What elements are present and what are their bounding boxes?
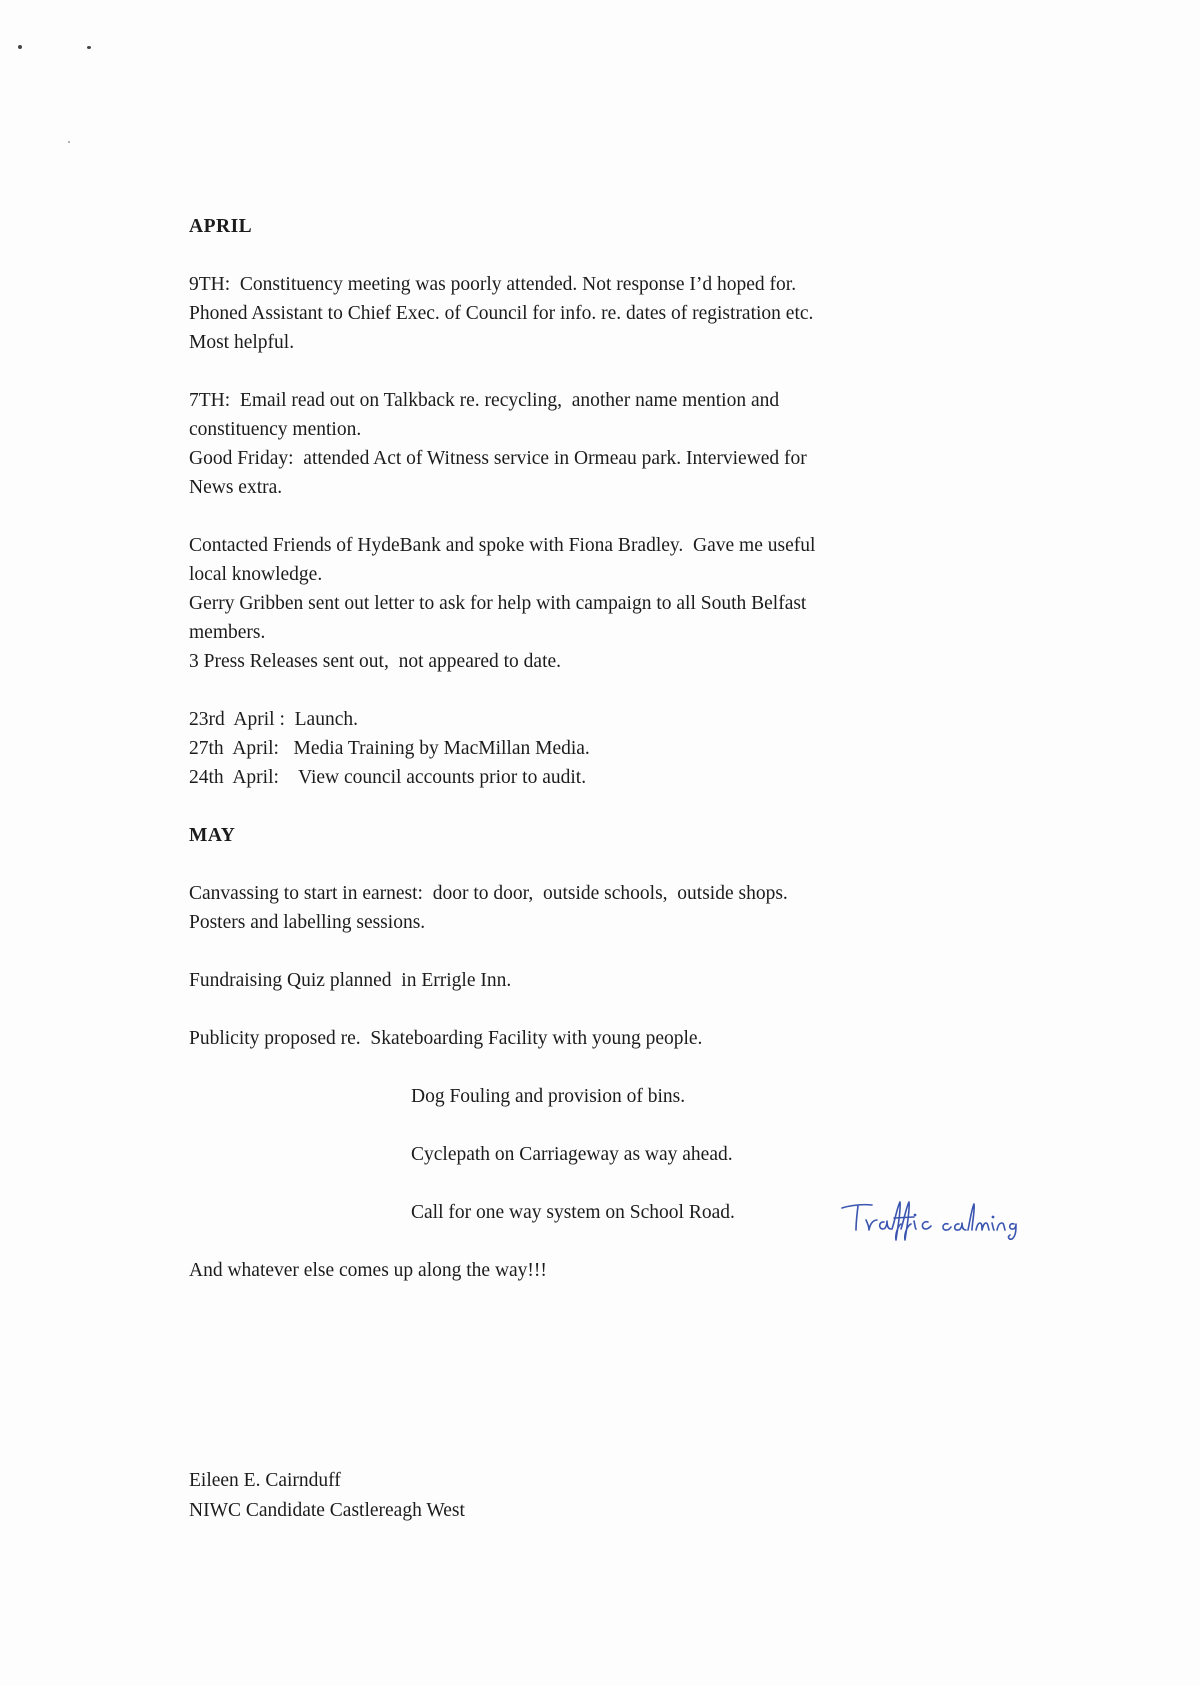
text-line: And whatever else comes up along the way!!! xyxy=(189,1260,547,1281)
text-line: members. xyxy=(189,622,266,643)
date-entry: 27th April: Media Training by MacMillan Media. xyxy=(189,738,590,759)
signature-block xyxy=(189,1466,465,1526)
publicity-item xyxy=(411,1140,1009,1169)
april-dates-list xyxy=(189,705,1009,792)
text-line: Contacted Friends of HydeBank and spoke with Fiona Bradley. Gave me useful xyxy=(189,535,816,556)
scan-speck xyxy=(18,45,22,49)
text-line: Gerry Gribben sent out letter to ask for help with campaign to all South Belfast xyxy=(189,593,807,614)
text-line: News extra. xyxy=(189,477,283,498)
may-paragraph-1 xyxy=(189,879,1009,937)
letter-body xyxy=(189,212,1009,1314)
text-line: Posters and labelling sessions. xyxy=(189,912,426,933)
text-line: Good Friday: attended Act of Witness service in Ormeau park. Interviewed for xyxy=(189,448,807,469)
publicity-intro xyxy=(189,1024,1009,1053)
april-paragraph-3 xyxy=(189,531,1009,676)
april-paragraph-1 xyxy=(189,270,1009,357)
text-line: Dog Fouling and provision of bins. xyxy=(411,1086,686,1107)
closing-line xyxy=(189,1256,1009,1285)
april-paragraph-2 xyxy=(189,386,1009,502)
text-line: Cyclepath on Carriageway as way ahead. xyxy=(411,1144,733,1165)
text-line: Call for one way system on School Road. xyxy=(411,1202,735,1223)
date-entry: 24th April: View council accounts prior to audit. xyxy=(189,767,587,788)
publicity-item xyxy=(411,1082,1009,1111)
may-heading: MAY xyxy=(189,825,236,846)
text-line: Most helpful. xyxy=(189,332,295,353)
scan-speck xyxy=(87,46,91,49)
date-entry: 23rd April : Launch. xyxy=(189,709,358,730)
signatory-name: Eileen E. Cairnduff xyxy=(189,1470,341,1491)
may-paragraph-2 xyxy=(189,966,1009,995)
signatory-title: NIWC Candidate Castlereagh West xyxy=(189,1500,465,1521)
handwritten-note xyxy=(838,1196,1038,1242)
text-line: 9TH: Constituency meeting was poorly attended. Not response I’d hoped for. xyxy=(189,274,797,295)
text-line: local knowledge. xyxy=(189,564,323,585)
text-line: Phoned Assistant to Chief Exec. of Council for info. re. dates of registration etc. xyxy=(189,303,814,324)
text-line: 7TH: Email read out on Talkback re. recycling, another name mention and xyxy=(189,390,780,411)
text-line: Publicity proposed re. Skateboarding Facility with young people. xyxy=(189,1028,703,1049)
text-line: Canvassing to start in earnest: door to door, outside schools, outside shops. xyxy=(189,883,788,904)
text-line: Fundraising Quiz planned in Errigle Inn. xyxy=(189,970,512,991)
text-line: 3 Press Releases sent out, not appeared to date. xyxy=(189,651,562,672)
scan-speck xyxy=(68,141,70,143)
april-heading: APRIL xyxy=(189,216,253,237)
text-line: constituency mention. xyxy=(189,419,362,440)
